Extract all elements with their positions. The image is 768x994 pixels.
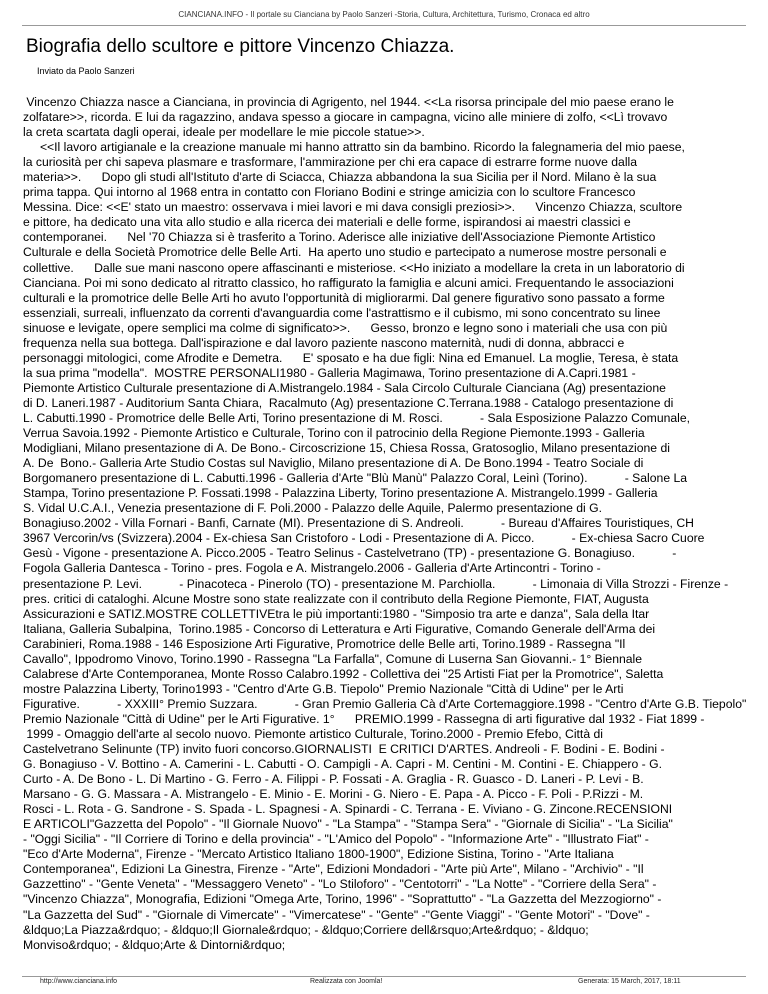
footer-site-url[interactable]: http://www.cianciana.info xyxy=(40,978,118,985)
site-header: CIANCIANA.INFO - Il portale su Cianciana by Paolo Sanzeri -Storia, Cultura, Architettura, Turismo, Cronaca ed altro xyxy=(178,10,590,19)
page-title: Biografia dello scultore e pittore Vincenzo Chiazza. xyxy=(26,36,455,57)
article-body: Vincenzo Chiazza nasce a Cianciana, in provincia di Agrigento, nel 1944. <<La risorsa principale del mio paese erano le zolfatare>>, ricorda. E lui da ragazzino, andava spesso a giocare in campagna, vicino alle miniere di zolfo, <<Lì trovavo la creta scartata dagli operai, ideale per modellare le mie piccole statue>>. <<Il lavoro artigianale e la creazione manuale mi hanno attratto sin da bambino. Ricordo la falegnameria del mio paese, la curiosità per chi sapeva plasmare e trasformare, l'ammirazione per chi era capace di estrarre forme nuove dalla materia>>. Dopo gli studi all'Istituto d'arte di Sciacca, Chiazza abbandona la sua Sicilia per il Nord. Milano è la sua prima tappa. Qui intorno al 1968 entra in contatto con Floriano Bodini e stringe amicizia con lo scultore Francesco Messina. Dice: <<E' stato un maestro: osservava i miei lavori e mi dava consigli preziosi>>. Vincenzo Chiazza, scultore e pittore, ha dedicato una vita allo studio e alla ricerca dei materiali e delle forme, ispirandosi ai maestri classici e contemporanei. Nel '70 Chiazza si è trasferito a Torino. Aderisce alle iniziative dell'Associazione Piemonte Artistico Culturale e della Società Promotrice delle Belle Arti. Ha aperto uno studio e partecipato a numerose mostre personali e collettive. Dalle sue mani nascono opere affascinanti e misteriose. <<Ho iniziato a modellare la creta in un laboratorio di Cianciana. Poi mi sono dedicato al ritratto classico, ho raffigurato la famiglia e alcuni amici. Frequentando le associazioni culturali e la promotrice delle Belle Arti ho avuto l'opportunità di migliorarmi. Dal genere figurativo sono passato a forme essenziali, surreali, influenzato da correnti d'avanguardia come l'astrattismo e il cubismo, mi sono concentrato su linee sinuose e levigate, opere semplici ma colme di significato>>. Gesso, bronzo e legno sono i materiali che usa con più frequenza nella sua bottega. Dall'ispirazione e dal lavoro paziente nascono maternità, nudi di donna, abbracci e personaggi mitologici, come Afrodite e Demetra. E' sposato e ha due figli: Nina ed Emanuel. La moglie, Teresa, è stata la sua prima "modella". MOSTRE PERSONALI1980 - Galleria Magimawa, Torino presentazione di A.Capri.1981 - Piemonte Artistico Culturale presentazione di A.Mistrangelo.1984 - Sala Circolo Culturale Cianciana (Ag) presentazione di D. Laneri.1987 - Auditorium Santa Chiara, Racalmuto (Ag) presentazione C.Terrana.1988 - Catalogo presentazione di L. Cabutti.1990 - Promotrice delle Belle Arti, Torino presentazione di M. Rosci. - Sala Esposizione Palazzo Comunale, Verrua Savoia.1992 - Piemonte Artistico e Culturale, Torino con il patrocinio della Regione Piemonte.1993 - Galleria Modigliani, Milano presentazione di A. De Bono.- Circoscrizione 15, Chiesa Rossa, Gratosoglio, Milano presentazione di A. De Bono.- Galleria Arte Studio Costas sul Naviglio, Milano presentazione di A. De Bono.1994 - Teatro Sociale di Borgomanero presentazione di L. Cabutti.1996 - Galleria d'Arte "Blù Manù" Palazzo Coral, Leinì (Torino). - Salone La Stampa, Torino presentazione P. Fossati.1998 - Palazzina Liberty, Torino presentazione A. Mistrangelo.1999 - Galleria S. Vidal U.C.A.I., Venezia presentazione di F. Poli.2000 - Palazzo delle Aquile, Palermo presentazione di G. Bonagiuso.2002 - Villa Fornari - Banfi, Carnate (MI). Presentazione di S. Andreoli. - Bureau d'Affaires Touristiques, CH 3967 Vercorin/vs (Svizzera).2004 - Ex-chiesa San Cristoforo - Lodi - Presentazione di A. Picco. - Ex-chiesa Sacro Cuore Gesù - Vigone - presentazione A. Picco.2005 - Teatro Selinus - Castelvetrano (TP) - presentazione G. Bonagiuso. - Fogola Galleria Dantesca - Torino - pres. Fogola e A. Mistrangelo.2006 - Galleria d'Arte Artincontri - Torino - presentazione P. Levi. - Pinacoteca - Pinerolo (TO) - presentazione M. Parchiolla. - Limonaia di Villa Strozzi - Firenze - pres. critici di cataloghi. Alcune Mostre sono state realizzate con il contributo della Regione Piemonte, FIAT, Augusta Assicurazioni e SATIZ.MOSTRE COLLETTIVEtra le più importanti:1980 - "Simposio tra arte e danza", Sala della Itar Italiana, Galleria Subalpina, Torino.1985 - Concorso di Letteratura e Arti Figurative, Comando Generale dell'Arma dei Carabinieri, Roma.1988 - 146 Esposizione Arti Figurative, Promotrice delle Belle arti, Torino.1989 - Rassegna "Il Cavallo", Ippodromo Vinovo, Torino.1990 - Rassegna "La Farfalla", Comune di Luserna San Giovanni.- 1° Biennale Calabrese d'Arte Contemporanea, Monte Rosso Calabro.1992 - Collettiva dei "25 Artisti Fiat per la Promotrice", Saletta mostre Palazzina Liberty, Torino1993 - "Centro d'Arte G.B. Tiepolo" Premio Nazionale "Città di Udine" per le Arti Figurative. - XXXIII° Premio Suzzara. - Gran Premio Galleria Cà d'Arte Cortemaggiore.1998 - "Centro d'Arte G.B. Tiepolo" Premio Nazionale "Città di Udine" per le Arti Figurative. 1° PREMIO.1999 - Rassegna di arti figurative dal 1932 - Fiat 1899 - 1999 - Omaggio dell'arte al secolo nuovo. Piemonte artistico Culturale, Torino.2000 - Premio Efebo, Città di Castelvetrano Selinunte (TP) invito fuori concorso.GIORNALISTI E CRITICI D'ARTES. Andreoli - F. Bodini - E. Bodini - G. Bonagiuso - V. Bottino - A. Camerini - L. Cabutti - O. Campigli - A. Capri - M. Centini - M. Contini - E. Chiappero - G. Curto - A. De Bono - L. Di Martino - G. Ferro - A. Filippi - P. Fossati - A. Graglia - R. Guasco - D. Laneri - P. Levi - B. Marsano - G. G. Massara - A. Mistrangelo - E. Minio - E. Morini - G. Niero - E. Papa - A. Picco - F. Poli - P.Rizzi - M. Rosci - L. Rota - G. Sandrone - S. Spada - L. Spagnesi - A. Spinardi - C. Terrana - E. Viviano - G. Zincone.RECENSIONI E ARTICOLI"Gazzetta del Popolo" - "Il Giornale Nuovo" - "La Stampa" - "Stampa Sera" - "Giornale di Sicilia" - "La Sicilia" - "Oggi Sicilia" - "Il Corriere di Torino e della provincia" - "L'Amico del Popolo" - "Informazione Arte" - "Illustrato Fiat" - "Eco d'Arte Moderna", Firenze - "Mercato Artistico Italiano 1800-1900", Edizione Sistina, Torino - "Arte Italiana Contemporanea", Edizioni La Ginestra, Firenze - "Arte", Edizioni Mondadori - "Arte più Arte", Milano - "Archivio" - "Il Gazzettino" - "Gente Veneta" - "Messaggero Veneto" - "Lo Stiloforo" - "Centotorri" - "La Notte" - "Corriere della Sera" - "Vincenzo Chiazza", Monografia, Edizioni "Omega Arte, Torino, 1996" - "Soprattutto" - "La Gazzetta del Mezzogiorno" - "La Gazzetta del Sud" - "Giornale di Vimercate" - "Vimercatese" - "Gente" -"Gente Viaggi" - "Gente Motori" - "Dove" - &ldquo;La Piazza&rdquo; - &ldquo;Il Giornale&rdquo; - &ldquo;Corriere dell&rsquo;Arte&rdquo; - &ldquo; Monviso&rdquo; - &ldquo;Arte & Dintorni&rdquo; xyxy=(23,95,747,952)
footer-generated-date: Generata: 15 March, 2017, 18:11 xyxy=(578,978,681,985)
header-divider xyxy=(22,25,746,26)
author-byline: Inviato da Paolo Sanzeri xyxy=(37,66,135,76)
footer-credit: Realizzata con Joomla! xyxy=(310,978,383,985)
footer-divider xyxy=(22,976,746,977)
